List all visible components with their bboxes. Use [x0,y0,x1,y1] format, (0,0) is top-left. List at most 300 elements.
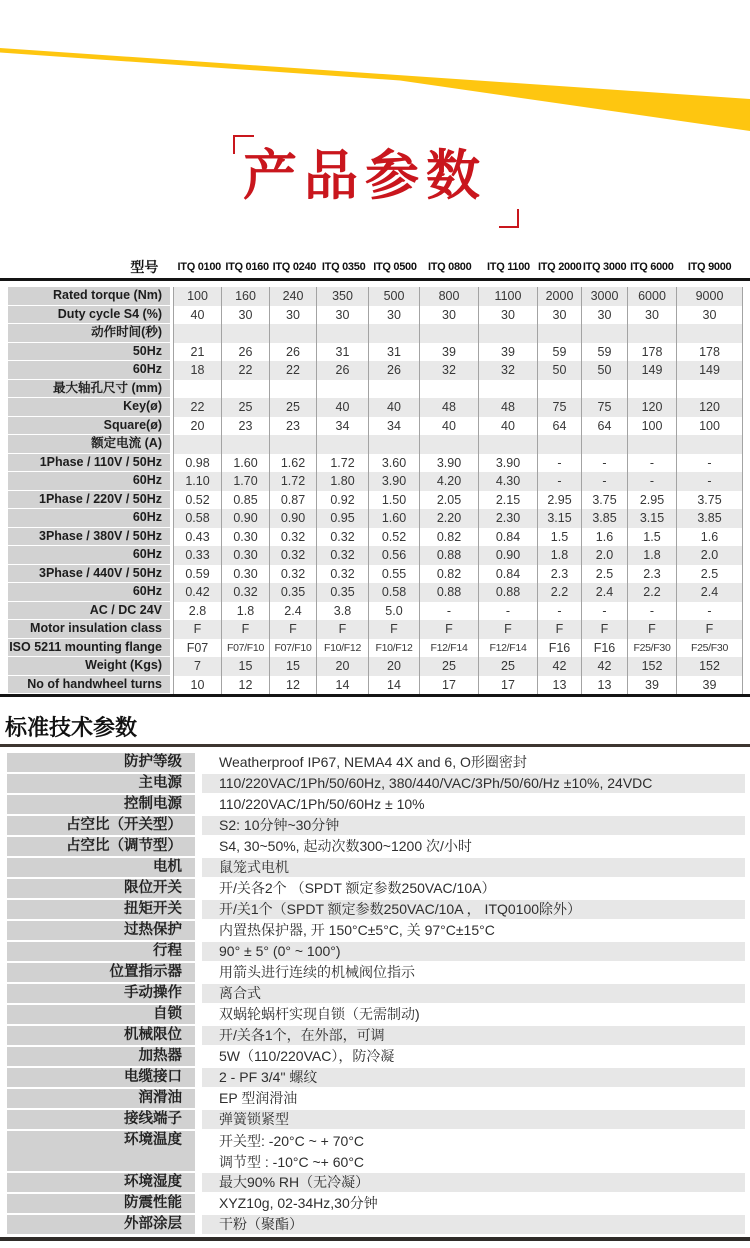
spec-cell: F [537,620,581,639]
spec-cell: 30 [478,306,537,325]
tech-row-value: 双蜗轮蜗杆实现自锁（无需制动) [202,1005,745,1026]
tech-row [7,1215,745,1236]
spec-cell [368,324,419,343]
spec-cell: 75 [581,398,627,417]
tech-row-label: 手动操作 [7,984,195,1005]
tech-row-value: 5W（110/220VAC），防冷凝 [202,1047,745,1068]
spec-cell: 0.30 [221,546,269,565]
spec-row-label: No of handwheel turns [8,676,170,695]
spec-cell: F25/F30 [676,639,743,658]
tech-title-underline [0,744,750,747]
spec-cell: 13 [537,676,581,695]
spec-row-label: 动作时间(秒) [8,324,170,343]
spec-cell: 30 [269,306,316,325]
spec-cell [173,324,221,343]
spec-cell: 1.5 [537,528,581,547]
spec-cell: 240 [269,287,316,306]
spec-cell [419,435,478,454]
spec-cell: 22 [173,398,221,417]
spec-cell: 26 [269,343,316,362]
spec-cell: 350 [316,287,368,306]
spec-cell: 3.15 [537,509,581,528]
spec-row-label: Duty cycle S4 (%) [8,306,170,325]
spec-table-row [8,491,743,510]
spec-row-label: 60Hz [8,583,170,602]
spec-cell: 39 [627,676,676,695]
spec-cell: F16 [537,639,581,658]
spec-row-label: Rated torque (Nm) [8,287,170,306]
tech-row-value: 90° ± 5° (0° ~ 100°) [202,942,745,963]
spec-cell [581,435,627,454]
spec-cell: 2.4 [676,583,743,602]
spec-cell [221,435,269,454]
tech-row-label: 控制电源 [7,795,195,816]
spec-cell: 100 [627,417,676,436]
spec-cell: - [676,602,743,621]
tech-row-value: S4, 30~50%, 起动次数300~1200 次/小时 [202,837,745,858]
spec-cell: - [627,602,676,621]
spec-table-row [8,639,743,658]
spec-cell: 40 [478,417,537,436]
spec-cell: 2.0 [581,546,627,565]
spec-cell [269,380,316,399]
spec-cell: 1.6 [676,528,743,547]
tech-spec-table [7,753,745,1236]
spec-row-label: 最大轴孔尺寸 (mm) [8,380,170,399]
spec-cell [269,324,316,343]
tech-row [7,795,745,816]
spec-cell: - [627,472,676,491]
spec-cell: 3.75 [676,491,743,510]
tech-row [7,879,745,900]
spec-cell: 0.90 [478,546,537,565]
spec-cell: 3.85 [581,509,627,528]
tech-row-label: 加热器 [7,1047,195,1068]
spec-cell: 5.0 [368,602,419,621]
spec-cell: 0.56 [368,546,419,565]
spec-cell: 6000 [627,287,676,306]
tech-row-label: 占空比（调节型） [7,837,195,858]
header-divider-line [0,278,750,281]
spec-cell: F [419,620,478,639]
spec-cell: 4.30 [478,472,537,491]
tech-row-label: 接线端子 [7,1110,195,1131]
spec-cell: 17 [419,676,478,695]
spec-cell: 23 [269,417,316,436]
spec-table-row [8,380,743,399]
spec-table-row [8,398,743,417]
tech-row-label: 环境湿度 [7,1173,195,1194]
spec-table [8,287,743,694]
spec-table-header-row [8,255,743,279]
spec-table-row [8,306,743,325]
spec-cell: 3.75 [581,491,627,510]
tech-row-value: 开关型: -20°C ~ + 70°C 调节型 : -10°C ~+ 60°C [202,1131,745,1173]
spec-cell: 1.6 [581,528,627,547]
tech-row-value: 鼠笼式电机 [202,858,745,879]
spec-cell: 50 [537,361,581,380]
spec-cell [581,324,627,343]
spec-cell: 1.5 [627,528,676,547]
tech-row [7,984,745,1005]
tech-row-label: 占空比（开关型） [7,816,195,837]
tech-row [7,1005,745,1026]
model-column-header: ITQ 1100 [487,261,530,273]
spec-cell: 178 [676,343,743,362]
spec-cell: 0.90 [269,509,316,528]
spec-cell: 100 [676,417,743,436]
spec-table-row [8,602,743,621]
tech-row [7,774,745,795]
spec-cell [419,324,478,343]
spec-cell: 0.90 [221,509,269,528]
tech-row-label: 润滑油 [7,1089,195,1110]
corner-bracket-bottom-right-icon [499,209,519,228]
spec-cell: 0.88 [419,546,478,565]
spec-cell: 42 [537,657,581,676]
spec-cell [478,380,537,399]
spec-cell: 0.87 [269,491,316,510]
spec-cell: 2.15 [478,491,537,510]
model-column-header: ITQ 9000 [687,261,732,273]
spec-cell: 30 [368,306,419,325]
spec-cell: 1.8 [221,602,269,621]
spec-cell: 0.92 [316,491,368,510]
spec-row-label: 60Hz [8,546,170,565]
spec-cell: 1.60 [221,454,269,473]
spec-cell [581,380,627,399]
spec-cell: 0.35 [316,583,368,602]
spec-cell: 15 [269,657,316,676]
spec-cell: 0.43 [173,528,221,547]
spec-cell: 30 [316,306,368,325]
tech-row-label: 自锁 [7,1005,195,1026]
spec-cell: 0.84 [478,565,537,584]
spec-cell: 0.55 [368,565,419,584]
spec-table-row [8,620,743,639]
spec-cell: 0.58 [368,583,419,602]
spec-cell: F [316,620,368,639]
spec-cell: 34 [316,417,368,436]
model-column-header: ITQ 6000 [630,261,674,273]
spec-cell: 15 [221,657,269,676]
spec-cell: 178 [627,343,676,362]
spec-cell: 2.0 [676,546,743,565]
spec-cell: 59 [537,343,581,362]
spec-cell: 42 [581,657,627,676]
spec-cell: 75 [537,398,581,417]
spec-cell: 1.70 [221,472,269,491]
spec-cell [221,380,269,399]
tech-row-label: 机械限位 [7,1026,195,1047]
tech-row [7,921,745,942]
spec-cell: 34 [368,417,419,436]
spec-cell: F10/F12 [368,639,419,658]
spec-cell: F07/F10 [269,639,316,658]
spec-table-row [8,361,743,380]
spec-cell: - [581,472,627,491]
spec-cell: 48 [478,398,537,417]
spec-cell: 0.98 [173,454,221,473]
spec-cell: - [419,602,478,621]
spec-cell: 14 [316,676,368,695]
spec-cell: 1.80 [316,472,368,491]
spec-cell: 0.42 [173,583,221,602]
spec-cell: 2.95 [537,491,581,510]
spec-cell: 20 [368,657,419,676]
spec-row-label: 60Hz [8,361,170,380]
spec-cell: 2.3 [627,565,676,584]
spec-cell: F07 [173,639,221,658]
spec-cell: 9000 [676,287,743,306]
spec-table-row [8,509,743,528]
spec-cell: 0.52 [173,491,221,510]
spec-cell [627,435,676,454]
spec-cell: 14 [368,676,419,695]
spec-table-row [8,583,743,602]
spec-cell: - [676,454,743,473]
tech-row-label: 环境温度 [7,1131,195,1173]
spec-cell: 1.62 [269,454,316,473]
tech-row [7,858,745,879]
spec-cell: 30 [221,306,269,325]
spec-cell: F16 [581,639,627,658]
spec-table-row [8,565,743,584]
spec-cell: 0.30 [221,528,269,547]
spec-cell [627,324,676,343]
spec-cell: 25 [221,398,269,417]
spec-cell: 21 [173,343,221,362]
spec-cell: 3.85 [676,509,743,528]
spec-cell: 2.4 [269,602,316,621]
tech-row [7,837,745,858]
spec-cell: 2.2 [627,583,676,602]
spec-cell: - [537,602,581,621]
tech-row [7,900,745,921]
model-column-header: ITQ 0500 [373,261,417,273]
spec-cell: 3.90 [478,454,537,473]
spec-row-label: 3Phase / 440V / 50Hz [8,565,170,584]
tech-row-value: 干粉（聚酯） [202,1215,745,1236]
spec-row-label: 1Phase / 110V / 50Hz [8,454,170,473]
spec-cell: 0.32 [269,565,316,584]
spec-cell: F10/F12 [316,639,368,658]
tech-row-value: 最大90% RH（无冷凝） [202,1173,745,1194]
spec-table-row [8,435,743,454]
spec-cell: 0.32 [269,546,316,565]
model-column-header: ITQ 0100 [177,261,221,273]
spec-cell: 0.32 [316,565,368,584]
spec-cell: 2.4 [581,583,627,602]
spec-cell: 0.82 [419,565,478,584]
spec-cell: 40 [316,398,368,417]
spec-row-label: ISO 5211 mounting flange [8,639,170,658]
spec-cell: 2.3 [537,565,581,584]
spec-cell: 7 [173,657,221,676]
spec-cell: 0.35 [269,583,316,602]
tech-row-label: 过热保护 [7,921,195,942]
spec-cell [221,324,269,343]
spec-cell [368,435,419,454]
spec-cell: 25 [478,657,537,676]
tech-row-value: 开/关1个（SPDT 额定参数250VAC/10A ， ITQ0100除外） [202,900,745,921]
spec-cell: 26 [221,343,269,362]
tech-row-label: 防震性能 [7,1194,195,1215]
spec-cell: 13 [581,676,627,695]
spec-cell: 0.52 [368,528,419,547]
spec-cell [173,435,221,454]
spec-cell: 3.90 [368,472,419,491]
spec-cell: 12 [269,676,316,695]
spec-cell: 30 [581,306,627,325]
spec-cell: F [478,620,537,639]
tech-row-label: 扭矩开关 [7,900,195,921]
spec-cell: 48 [419,398,478,417]
spec-cell: F [221,620,269,639]
spec-row-label: 60Hz [8,509,170,528]
spec-cell: F [581,620,627,639]
spec-table-row [8,454,743,473]
spec-cell: 30 [676,306,743,325]
spec-row-label: 额定电流 (A) [8,435,170,454]
spec-cell: 100 [173,287,221,306]
spec-cell: F [627,620,676,639]
spec-cell: 64 [581,417,627,436]
spec-cell: 500 [368,287,419,306]
spec-cell [478,324,537,343]
tech-row-label: 电缆接口 [7,1068,195,1089]
spec-cell: 800 [419,287,478,306]
tech-row [7,1047,745,1068]
tech-row-label: 电机 [7,858,195,879]
tech-row-label: 限位开关 [7,879,195,900]
tech-section-title: 标准技术参数 [5,715,138,740]
spec-cell: F [676,620,743,639]
spec-cell: 3000 [581,287,627,306]
spec-cell: 0.32 [269,528,316,547]
spec-cell: F [368,620,419,639]
spec-cell [627,380,676,399]
spec-cell [316,380,368,399]
model-column-header: ITQ 0160 [225,261,269,273]
tech-row-value: 用箭头进行连续的机械阀位指示 [202,963,745,984]
tech-row [7,1110,745,1131]
spec-cell [419,380,478,399]
spec-cell: 1.10 [173,472,221,491]
spec-row-label: 1Phase / 220V / 50Hz [8,491,170,510]
spec-cell: 40 [173,306,221,325]
page-bottom-line [0,1237,750,1241]
spec-cell: 25 [269,398,316,417]
spec-cell: F25/F30 [627,639,676,658]
tech-row [7,753,745,774]
spec-cell: 2.20 [419,509,478,528]
tech-row-label: 防护等级 [7,753,195,774]
spec-row-label: 60Hz [8,472,170,491]
spec-cell [537,435,581,454]
spec-cell: F12/F14 [478,639,537,658]
spec-cell: 0.58 [173,509,221,528]
spec-cell: 0.95 [316,509,368,528]
spec-cell: 152 [627,657,676,676]
tech-row [7,942,745,963]
spec-cell: 1.72 [269,472,316,491]
model-column-header: ITQ 3000 [582,261,627,273]
spec-table-row [8,472,743,491]
spec-cell: 1.8 [627,546,676,565]
tech-row-value: 弹簧锁紧型 [202,1110,745,1131]
spec-table-row [8,528,743,547]
spec-cell: 2.2 [537,583,581,602]
spec-cell: 0.84 [478,528,537,547]
spec-cell: 32 [419,361,478,380]
spec-cell: 59 [581,343,627,362]
spec-cell: 31 [316,343,368,362]
spec-cell: 39 [676,676,743,695]
tech-row [7,1026,745,1047]
spec-cell: 0.59 [173,565,221,584]
tech-row [7,1089,745,1110]
spec-cell: 2.30 [478,509,537,528]
spec-table-row [8,676,743,695]
model-column-header: ITQ 0800 [427,261,472,273]
tech-row-value: 开/关各2个 （SPDT 额定参数250VAC/10A） [202,879,745,900]
spec-row-label: Key(ø) [8,398,170,417]
tech-row-label: 行程 [7,942,195,963]
spec-cell: 0.32 [316,528,368,547]
spec-row-label: 50Hz [8,343,170,362]
tech-row [7,1131,745,1173]
spec-cell: 22 [269,361,316,380]
spec-cell: F [173,620,221,639]
spec-cell [368,380,419,399]
spec-cell: 26 [368,361,419,380]
spec-cell: 1.60 [368,509,419,528]
spec-cell: 1.50 [368,491,419,510]
spec-row-label: 3Phase / 380V / 50Hz [8,528,170,547]
spec-cell: 31 [368,343,419,362]
model-column-header: ITQ 0350 [321,261,366,273]
spec-cell [316,435,368,454]
spec-cell [269,435,316,454]
spec-cell: 120 [627,398,676,417]
tech-row-value: 110/220VAC/1Ph/50/60Hz ± 10% [202,795,745,816]
spec-cell: - [627,454,676,473]
spec-cell: - [478,602,537,621]
page-title-block [233,135,523,230]
spec-cell: - [676,472,743,491]
spec-cell: 0.85 [221,491,269,510]
spec-cell: 120 [676,398,743,417]
spec-cell [676,324,743,343]
tech-row-value: 110/220VAC/1Ph/50/60Hz, 380/440/VAC/3Ph/50/60/Hz ±10%, 24VDC [202,774,745,795]
spec-row-label: Weight (Kgs) [8,657,170,676]
spec-cell: 30 [537,306,581,325]
spec-cell: 0.32 [316,546,368,565]
model-header-label: 型号 [130,259,159,275]
spec-cell: 23 [221,417,269,436]
tech-row-value: 2 - PF 3/4" 螺纹 [202,1068,745,1089]
spec-cell: F07/F10 [221,639,269,658]
spec-cell: 160 [221,287,269,306]
spec-cell: 0.30 [221,565,269,584]
spec-cell: F12/F14 [419,639,478,658]
spec-cell: 2.95 [627,491,676,510]
spec-cell: 30 [627,306,676,325]
spec-cell: 0.82 [419,528,478,547]
tech-row-label: 主电源 [7,774,195,795]
spec-cell [478,435,537,454]
